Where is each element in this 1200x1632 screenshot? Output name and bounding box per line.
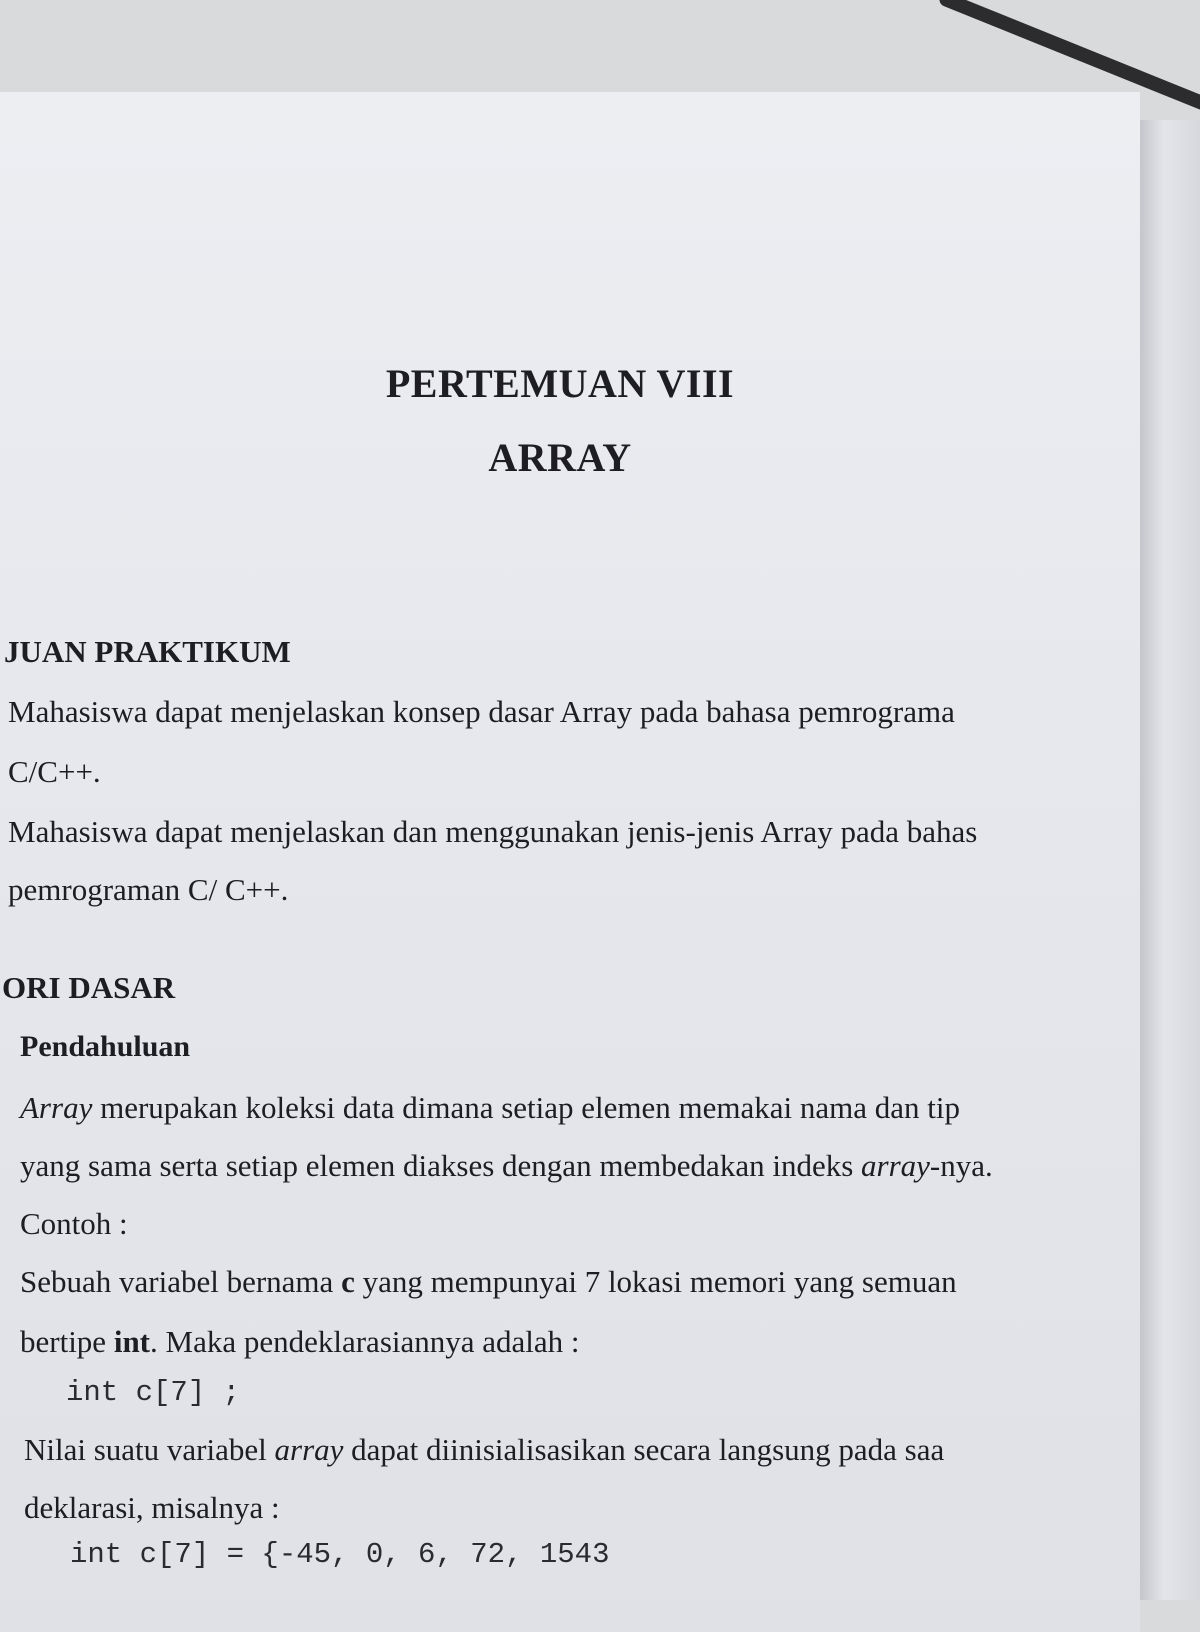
- tujuan-p1-line2: C/C++.: [8, 754, 101, 789]
- tujuan-p2-line2: pemrograman C/ C++.: [8, 872, 289, 907]
- book-page: [0, 92, 1140, 1632]
- contoh-label: Contoh :: [20, 1206, 128, 1241]
- teori-p3-line2: deklarasi, misalnya :: [24, 1490, 280, 1525]
- array-term: Array: [20, 1090, 93, 1125]
- teori-p1-line2: yang sama serta setiap elemen diakses dengan membedakan indeks array-nya.: [20, 1148, 993, 1183]
- code-declaration: int c[7] ;: [66, 1376, 241, 1409]
- code-initialization: int c[7] = {-45, 0, 6, 72, 1543: [70, 1538, 610, 1571]
- teori-p1-line1: Array merupakan koleksi data dimana setiap elemen memakai nama dan tip: [20, 1090, 961, 1125]
- array-term: array: [861, 1148, 930, 1183]
- chapter-title: PERTEMUAN VIII: [385, 361, 735, 406]
- var-c: c: [341, 1264, 355, 1299]
- teori-p3-line1: Nilai suatu variabel array dapat diinisialisasikan secara langsung pada saa: [24, 1432, 945, 1467]
- teori-p2-line1: Sebuah variabel bernama c yang mempunyai 7 lokasi memori yang semuan: [20, 1264, 957, 1299]
- array-term: array: [274, 1432, 344, 1467]
- tujuan-p2-line1: Mahasiswa dapat menjelaskan dan menggunakan jenis-jenis Array pada bahas: [8, 814, 978, 849]
- chapter-subtitle: ARRAY: [488, 435, 632, 480]
- next-page-edge: [1140, 120, 1200, 1600]
- teori-p2-line2: bertipe int. Maka pendeklarasiannya adalah :: [20, 1324, 580, 1359]
- pendahuluan-subheading: Pendahuluan: [20, 1030, 191, 1063]
- type-int: int: [113, 1324, 151, 1359]
- tujuan-heading: JUAN PRAKTIKUM: [4, 634, 291, 669]
- tujuan-p1-line1: Mahasiswa dapat menjelaskan konsep dasar Array pada bahasa pemrograma: [8, 694, 955, 729]
- teori-heading: ORI DASAR: [2, 970, 176, 1005]
